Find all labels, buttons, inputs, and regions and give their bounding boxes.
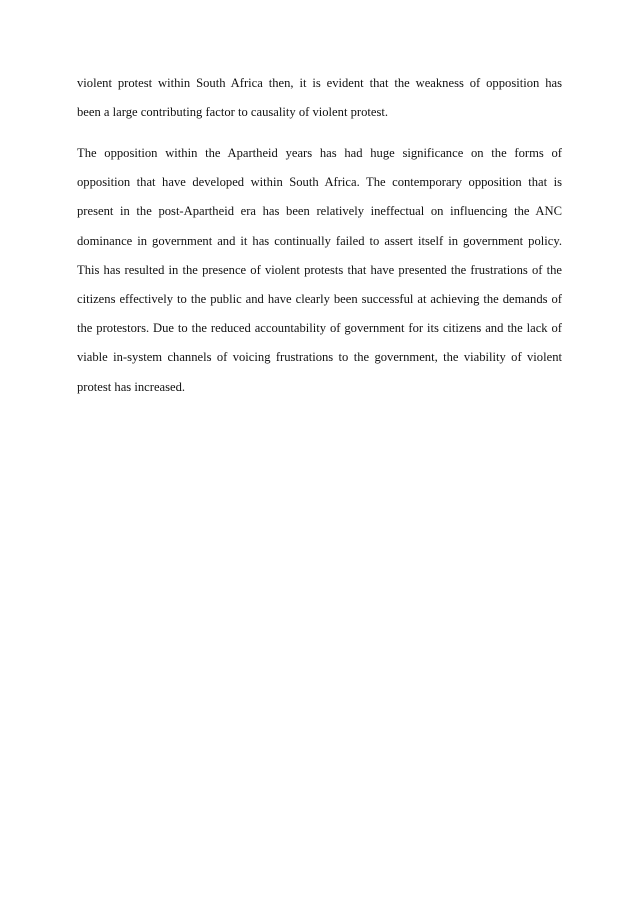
paragraph-line: violent protest within South Africa then, it is evident that the weakness of opposition has xyxy=(77,76,562,90)
paragraph-line: The opposition within the Apartheid years has had huge significance on the forms of xyxy=(77,146,562,160)
paragraph-line: This has resulted in the presence of violent protests that have presented the frustrations of the xyxy=(77,262,562,277)
paragraph-2 xyxy=(77,145,562,408)
paragraph-line: been a large contributing factor to causality of violent protest. xyxy=(77,105,389,120)
paragraph-line: viable in-system channels of voicing frustrations to the government, the viability of violent xyxy=(77,350,562,365)
paragraph-1 xyxy=(77,75,562,133)
paragraph-line: the protestors. Due to the reduced accountability of government for its citizens and the lack of xyxy=(77,321,562,336)
paragraph-line: opposition that have developed within South Africa. The contemporary opposition that is xyxy=(77,175,562,190)
paragraph-line: present in the post-Apartheid era has been relatively ineffectual on influencing the ANC xyxy=(77,204,562,219)
paragraph-line: dominance in government and it has continually failed to assert itself in government policy. xyxy=(77,233,562,248)
paragraph-line: protest has increased. xyxy=(77,379,186,394)
paragraph-line: citizens effectively to the public and have clearly been successful at achieving the demands of xyxy=(77,291,562,306)
